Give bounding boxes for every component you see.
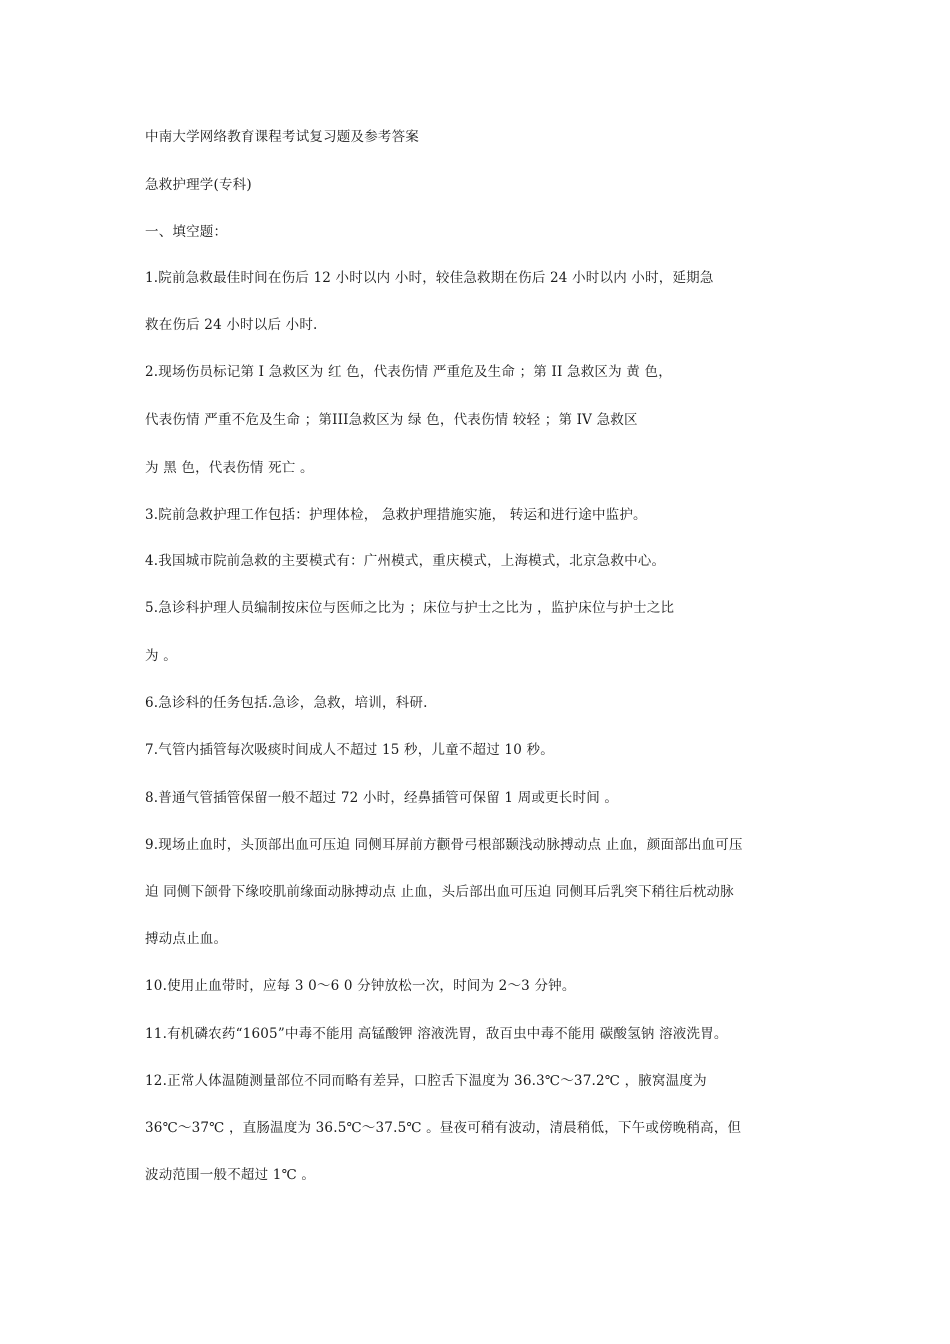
section-heading: 一、填空题： xyxy=(145,224,228,240)
text-line: 9.现场止血时，头顶部出血可压迫 同侧耳屏前方颧骨弓根部颞浅动脉搏动点 止血，颜面部出血可压 xyxy=(145,837,743,853)
text-line: 为 。 xyxy=(145,648,177,664)
text-line: 11.有机磷农药“1605”中毒不能用 高锰酸钾 溶液洗胃，敌百虫中毒不能用 碳酸氢钠 溶液洗胃。 xyxy=(145,1026,728,1042)
text-line: 救在伤后 24 小时以后 小时. xyxy=(145,317,318,333)
text-line: 3.院前急救护理工作包括：护理体检， 急救护理措施实施， 转运和进行途中监护。 xyxy=(145,507,647,523)
text-line: 8.普通气管插管保留一般不超过 72 小时，经鼻插管可保留 1 周或更长时间 。 xyxy=(145,790,619,806)
document-subtitle: 急救护理学(专科) xyxy=(145,177,252,193)
text-line: 迫 同侧下颌骨下缘咬肌前缘面动脉搏动点 止血，头后部出血可压迫 同侧耳后乳突下稍往后枕动脉 xyxy=(145,884,734,900)
text-line: 7.气管内插管每次吸痰时间成人不超过 15 秒，儿童不超过 10 秒。 xyxy=(145,742,554,758)
text-line: 1.院前急救最佳时间在伤后 12 小时以内 小时，较佳急救期在伤后 24 小时以内 小时，延期急 xyxy=(145,270,714,286)
text-line: 6.急诊科的任务包括.急诊，急救，培训，科研. xyxy=(145,695,428,711)
text-line: 代表伤情 严重不危及生命 ；第III急救区为 绿 色，代表伤情 较轻 ；第 IV 急救区 xyxy=(145,412,638,428)
text-line: 5.急诊科护理人员编制按床位与医师之比为 ；床位与护士之比为 ，监护床位与护士之比 xyxy=(145,600,675,616)
text-line: 4.我国城市院前急救的主要模式有：广州模式，重庆模式，上海模式，北京急救中心。 xyxy=(145,553,666,569)
text-line: 波动范围一般不超过 1℃ 。 xyxy=(145,1167,316,1183)
document-title: 中南大学网络教育课程考试复习题及参考答案 xyxy=(145,129,419,145)
text-line: 12.正常人体温随测量部位不同而略有差异，口腔舌下温度为 36.3℃～37.2℃ ，腋窝温度为 xyxy=(145,1073,707,1089)
text-line: 2.现场伤员标记第 I 急救区为 红 色，代表伤情 严重危及生命 ；第 II 急救区为 黄 色， xyxy=(145,364,672,380)
text-line: 搏动点止血。 xyxy=(145,931,228,947)
text-line: 为 黑 色，代表伤情 死亡 。 xyxy=(145,460,314,476)
text-line: 36℃～37℃ ，直肠温度为 36.5℃～37.5℃ 。昼夜可稍有波动，清晨稍低，下午或傍晚稍高，但 xyxy=(145,1120,742,1136)
text-line: 10.使用止血带时，应每 3 0～6 0 分钟放松一次，时间为 2～3 分钟。 xyxy=(145,978,576,994)
